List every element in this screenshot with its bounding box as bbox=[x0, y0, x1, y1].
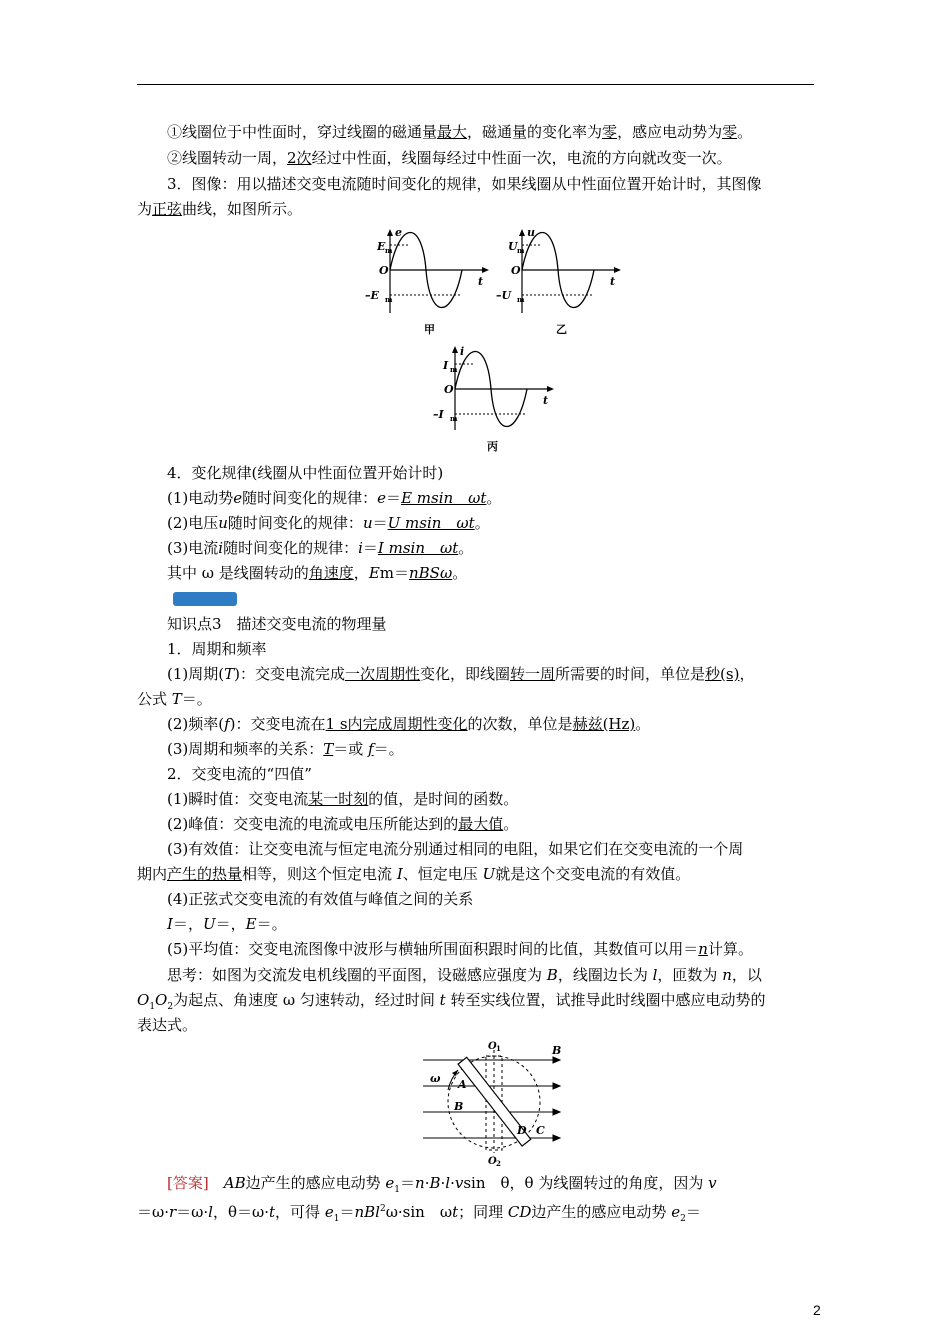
svg-text:m: m bbox=[517, 246, 525, 255]
neg-peak-label: –U bbox=[496, 289, 512, 302]
svg-text:1: 1 bbox=[496, 1044, 501, 1053]
answer-tag: [答案] bbox=[167, 1174, 209, 1192]
origin-label: O bbox=[379, 264, 389, 277]
section-heading: 知识点3 描述交变电流的物理量 bbox=[167, 615, 387, 633]
paragraph-answer-cont: ＝ω·r＝ω·l，θ＝ω·t，可得 $e_1=nBl^2\omega\cdot\sin$ ωt；同理 CD边产生的感应电动势 $e_2=$ bbox=[137, 1203, 701, 1224]
formula-current: (3)电流i随时间变化的规律：i＝I msin ωt。 bbox=[167, 539, 474, 557]
vertex-b-label: B bbox=[454, 1100, 464, 1113]
svg-text:ω: ω bbox=[430, 1072, 441, 1085]
paragraph-sine-effective: (4)正弦式交变电流的有效值与峰值之间的关系 bbox=[167, 890, 474, 908]
formula-effective: I＝，U＝，E＝。 bbox=[167, 915, 287, 933]
x-axis-label: t bbox=[478, 275, 484, 288]
vertex-c-label: C bbox=[536, 1124, 545, 1137]
paragraph-effective: (3)有效值：让交变电流与恒定电流分别通过相同的电阻，如果它们在交变电流的一个周 bbox=[167, 840, 744, 858]
field-label-b: B bbox=[552, 1044, 562, 1057]
peak-label: E bbox=[377, 240, 386, 253]
peak-label: U bbox=[508, 240, 518, 253]
paragraph-period-frequency: 1．周期和频率 bbox=[167, 640, 267, 658]
paragraph-peak: (2)峰值：交变电流的电流或电压所能达到的最大值。 bbox=[167, 815, 519, 833]
paragraph-period: (1)周期(T)：交变电流完成一次周期性变化，即线圈转一周所需要的时间，单位是秒(s)， bbox=[167, 665, 755, 683]
vertex-a-label: A bbox=[458, 1078, 467, 1091]
svg-text:m: m bbox=[450, 414, 458, 423]
svg-text:m: m bbox=[385, 295, 393, 304]
paragraph-answer: [答案] AB边产生的感应电动势 $e_1=n\cdot B\cdot l\cdot vsin$ θ，θ 为线圈转过的角度，因为 v bbox=[167, 1174, 717, 1195]
paragraph-sine-curve: 为正弦曲线，如图所示。 bbox=[137, 200, 303, 218]
paragraph-graph-intro: 3．图像：用以描述交变电流随时间变化的规律，如果线圈从中性面位置开始计时，其图像 bbox=[167, 175, 762, 193]
graph-caption: 甲 bbox=[424, 323, 435, 336]
paragraph-frequency: (2)频率(f)：交变电流在1 s内完成周期性变化的次数，单位是赫兹(Hz)。 bbox=[167, 715, 651, 733]
formula-emf: (1)电动势e随时间变化的规律：e＝E msin ωt。 bbox=[167, 489, 502, 507]
paragraph-thinking-end: 表达式。 bbox=[137, 1016, 198, 1034]
emf-sine-graph bbox=[360, 225, 500, 340]
paragraph-thinking-cont: $O_1O_2$为起点、角速度 ω 匀速转动，经过时间 t 转至实线位置，试推导此时线圈中感应电动势的 bbox=[137, 991, 766, 1012]
origin-label: O bbox=[444, 383, 454, 396]
paragraph-thinking: 思考：如图为交流发电机线圈的平面图，设磁感应强度为 B，线圈边长为 l，匝数为 n，以 bbox=[167, 966, 762, 984]
paragraph-instantaneous: (1)瞬时值：交变电流某一时刻的值，是时间的函数。 bbox=[167, 790, 519, 808]
y-axis-label: e bbox=[395, 226, 402, 239]
svg-text:m: m bbox=[517, 295, 525, 304]
paragraph-average: (5)平均值：交变电流图像中波形与横轴所围面积跟时间的比值，其数值可以用＝n计算。 bbox=[167, 940, 753, 958]
formula-voltage: (2)电压u随时间变化的规律：u＝U msin ωt。 bbox=[167, 514, 490, 532]
svg-text:m: m bbox=[385, 246, 393, 255]
vertex-d-label: D bbox=[517, 1124, 527, 1137]
neg-peak-label: –E bbox=[365, 289, 379, 302]
graph-caption: 丙 bbox=[487, 440, 498, 453]
paragraph-variation-law: 4．变化规律(线圈从中性面位置开始计时) bbox=[167, 464, 444, 482]
peak-label: I bbox=[443, 359, 449, 372]
paragraph-relation: (3)周期和频率的关系：T＝或 f＝。 bbox=[167, 740, 404, 758]
o2-label: O bbox=[488, 1156, 497, 1167]
svg-text:m: m bbox=[450, 365, 458, 374]
voltage-sine-graph bbox=[492, 225, 632, 340]
graph-caption: 乙 bbox=[556, 323, 567, 336]
header-rule bbox=[137, 84, 814, 85]
paragraph-one-turn: ②线圈转动一周，2次经过中性面，线圈每经过中性面一次，电流的方向就改变一次。 bbox=[167, 149, 732, 167]
paragraph-effective-cont: 期内产生的热量相等，则这个恒定电流 I、恒定电压 U就是这个交变电流的有效值。 bbox=[137, 865, 691, 883]
o1-label: O bbox=[488, 1041, 497, 1052]
origin-label: O bbox=[511, 264, 521, 277]
y-axis-label: u bbox=[527, 226, 535, 239]
paragraph-omega: 其中 ω 是线圈转动的角速度，Em＝nBSω。 bbox=[167, 564, 468, 582]
paragraph-neutral-plane: ①线圈位于中性面时，穿过线圈的磁通量最大，磁通量的变化率为零，感应电动势为零。 bbox=[167, 123, 753, 141]
generator-coil-diagram bbox=[418, 1040, 568, 1172]
x-axis-label: t bbox=[610, 275, 616, 288]
section-tag bbox=[173, 592, 237, 606]
y-axis-label: i bbox=[460, 345, 465, 358]
page-number: 2 bbox=[813, 1302, 821, 1318]
svg-text:2: 2 bbox=[496, 1159, 501, 1168]
current-sine-graph bbox=[425, 342, 565, 457]
x-axis-label: t bbox=[543, 394, 549, 407]
paragraph-four-values: 2．交变电流的“四值” bbox=[167, 765, 312, 783]
neg-peak-label: –I bbox=[433, 408, 444, 421]
paragraph-period-formula: 公式 T＝。 bbox=[137, 690, 212, 708]
